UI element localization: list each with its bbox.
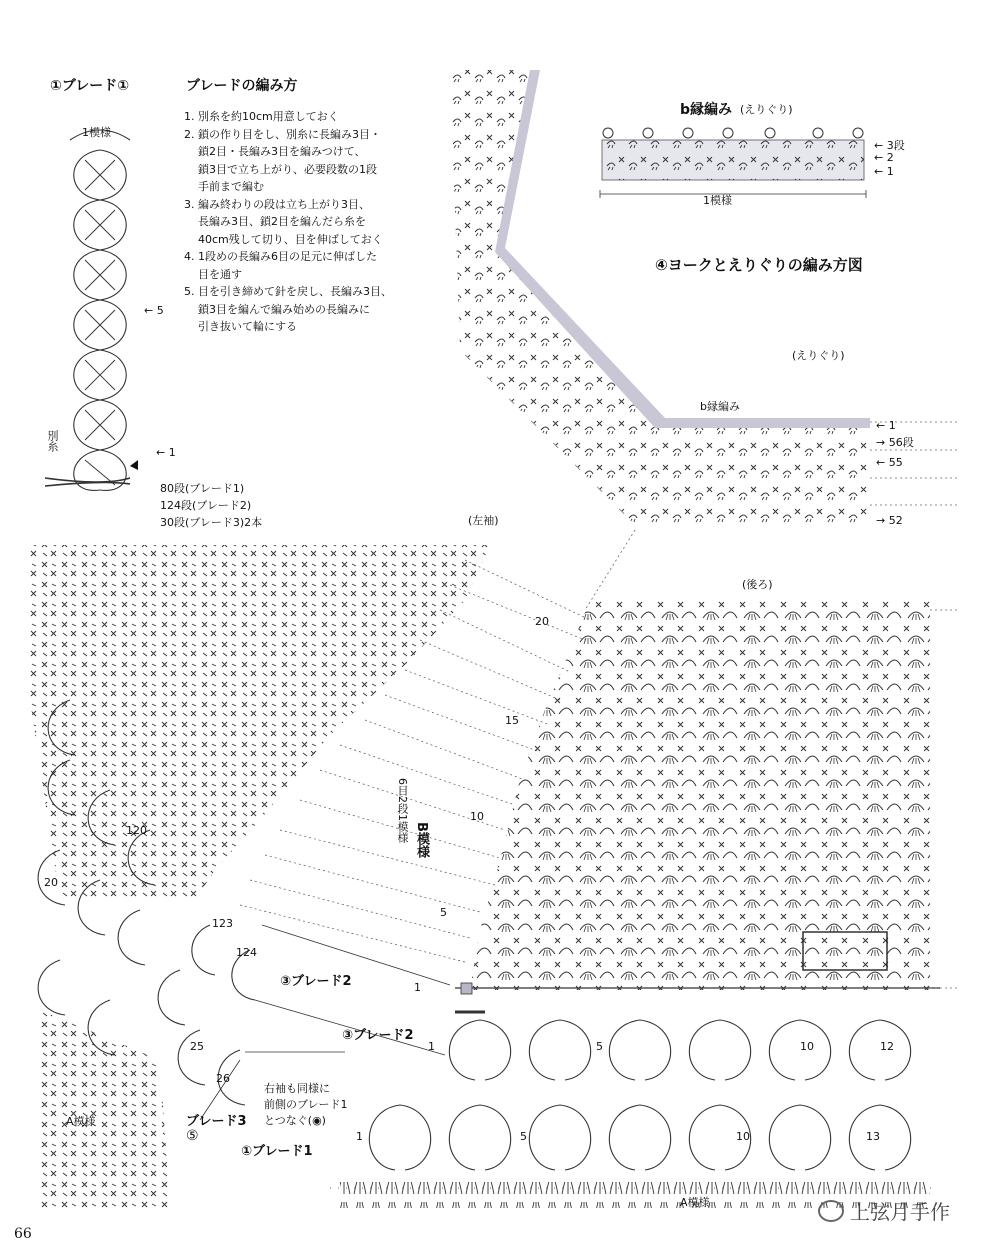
- braid2-row-5: 5: [596, 1040, 603, 1053]
- pattern-a-bottom-label: A模様: [680, 1196, 710, 1209]
- yoke-band: [450, 70, 870, 530]
- yoke-title: ④ヨークとえりぐりの編み方図: [655, 256, 863, 274]
- instruction-line: 目を通す: [198, 267, 242, 281]
- braid2-row-12: 12: [880, 1040, 894, 1053]
- braid1-row-13: 13: [866, 1130, 880, 1143]
- row-count-braid3: 30段(ブレード3)2本: [160, 516, 263, 529]
- braid1-row-10: 10: [736, 1130, 750, 1143]
- watermark: [818, 1196, 950, 1225]
- neckline-label: (えりぐり): [792, 349, 845, 362]
- instruction-line: 鎖3目で立ち上がり、必要段数の1段: [198, 162, 377, 176]
- yoke-row-52: → 52: [876, 514, 903, 527]
- watermark-text: 上弦月手作: [850, 1200, 950, 1224]
- braid-2-upper-label: ③ブレード2: [280, 974, 352, 989]
- instruction-line: 引き抜いて輪にする: [198, 320, 297, 333]
- instruction-line: 3. 編み終わりの段は立ち上がり3目、: [184, 197, 370, 211]
- instruction-line: 4. 1段めの長編み6目の足元に伸ばした: [184, 250, 377, 263]
- sleeve-row-20: 20: [535, 615, 549, 628]
- sleeve-pattern-note: 6目2段1模様: [396, 778, 409, 843]
- sleeve-label: (左袖): [468, 514, 499, 527]
- left-row-124: 124: [236, 946, 257, 959]
- braid-2-lower-label: ③ブレード2: [342, 1028, 414, 1043]
- row-count-braid1: 80段(ブレード1): [160, 482, 245, 495]
- left-row-120: 120: [126, 824, 147, 837]
- instruction-line: 1. 別糸を約10cm用意しておく: [184, 110, 339, 123]
- instruction-line: 5. 目を引き締めて針を戻し、長編み3目、: [184, 285, 392, 298]
- braid1-row-1: 1: [356, 1130, 363, 1143]
- braid2-row-10: 10: [800, 1040, 814, 1053]
- braid-1-row-5: ← 5: [144, 304, 164, 317]
- instructions-list: [184, 108, 434, 336]
- yoke-row-56: → 56段: [876, 436, 914, 449]
- back-chart: [455, 600, 960, 994]
- instruction-line: 鎖3目を編んで編み始めの長編みに: [198, 302, 370, 316]
- instruction-line: 長編み3目、鎖2目を編んだら糸を: [198, 215, 366, 228]
- yoke-row-55: ← 55: [876, 456, 903, 469]
- braid-3-label: ブレード3: [186, 1114, 247, 1129]
- note-line-2: 前側のブレード1: [264, 1098, 348, 1111]
- left-row-20: 20: [44, 876, 58, 889]
- b-edge-repeat-label: 1模様: [703, 194, 732, 207]
- b-edge-row-3: ← 3段: [874, 139, 905, 152]
- b-edge-subtitle: (えりぐり): [740, 103, 793, 116]
- note-line-3: とつなぐ(◉): [264, 1114, 326, 1127]
- instruction-line: 40cm残して切り、目を伸ばしておく: [198, 232, 383, 246]
- braid-1-row-1: ← 1: [156, 446, 176, 459]
- braid-2-row: [449, 1012, 910, 1080]
- braid1-row-5: 5: [520, 1130, 527, 1143]
- braid-1-row: [369, 1105, 910, 1170]
- sleeve-row-5: 5: [440, 906, 447, 919]
- yoke-row-1: ← 1: [876, 419, 896, 432]
- b-edge-row-2: ← 2: [874, 151, 894, 164]
- sleeve-row-15: 15: [505, 714, 519, 727]
- row-count-braid2: 124段(ブレード2): [160, 499, 252, 512]
- left-pattern-a: [40, 1010, 170, 1210]
- yoke-edge-label: b縁編み: [700, 400, 740, 413]
- sleeve-pattern-label: B模様: [414, 822, 429, 858]
- left-row-123: 123: [212, 917, 233, 930]
- note-line-1: 右袖も同様に: [264, 1082, 330, 1095]
- braid-1-label: ①ブレード1: [241, 1144, 313, 1159]
- sleeve-row-1: 1: [414, 981, 421, 994]
- b-edge-title: b縁編み: [680, 102, 733, 118]
- braid-1-stitch-marks: [85, 160, 115, 485]
- instruction-line: 鎖2目・長編み3目を編みつけて、: [198, 145, 366, 158]
- sleeve-row-10: 10: [470, 810, 484, 823]
- left-row-25: 25: [190, 1040, 204, 1053]
- start-marker: [130, 460, 138, 470]
- braid-3-number: ⑤: [186, 1128, 199, 1144]
- thread-label: 別糸: [46, 430, 59, 452]
- braid2-row-1: 1: [428, 1040, 435, 1053]
- back-label: (後ろ): [742, 578, 773, 591]
- braid-1-title: ①ブレード①: [50, 78, 130, 94]
- pattern-a-left-label: A模様: [66, 1115, 96, 1128]
- instructions-title: ブレードの編み方: [186, 78, 298, 94]
- left-row-26: 26: [216, 1072, 230, 1085]
- chat-bubble-icon: [818, 1200, 844, 1222]
- instruction-line: 手前まで編む: [198, 180, 264, 193]
- instruction-line: 2. 鎖の作り目をし、別糸に長編み3目・: [184, 127, 381, 141]
- page-number: 66: [14, 1226, 32, 1242]
- braid-1-repeat-label: 1模様: [82, 126, 111, 139]
- b-edge-chart: [600, 128, 866, 198]
- b-edge-row-1: ← 1: [874, 165, 894, 178]
